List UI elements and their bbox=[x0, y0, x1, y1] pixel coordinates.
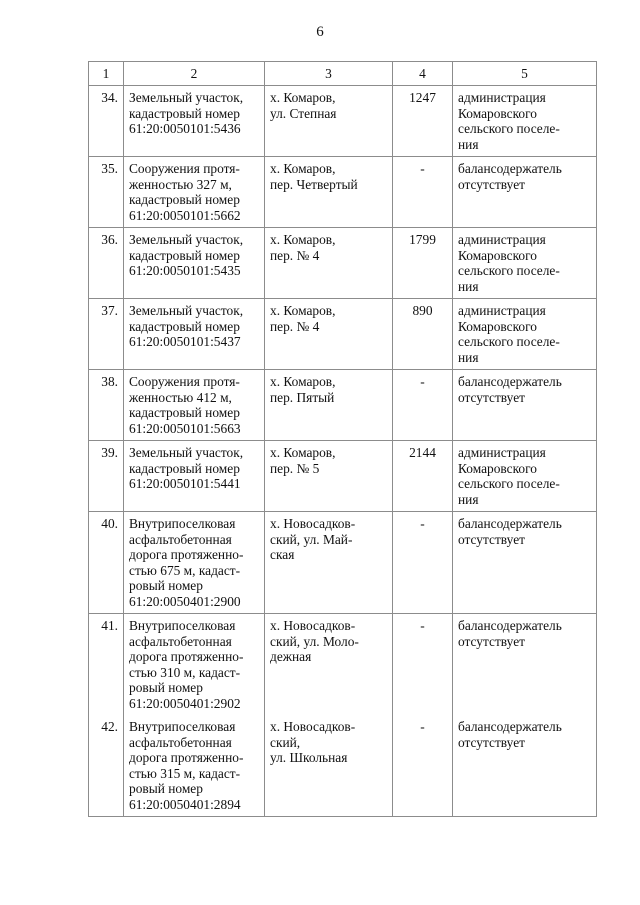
object-address-line: дежная bbox=[270, 649, 312, 664]
object-area: - bbox=[393, 370, 453, 441]
object-address-line: пер. № 4 bbox=[270, 247, 320, 263]
object-address bbox=[265, 441, 393, 512]
balance-holder-line: ния bbox=[458, 136, 479, 152]
object-name-line: 61:20:0050101:5441 bbox=[129, 476, 241, 491]
balance-holder-line: отсутствует bbox=[458, 734, 525, 750]
balance-holder-line: отсутствует bbox=[458, 389, 525, 405]
object-name-line: дорога протяженно- bbox=[129, 547, 244, 562]
object-area: - bbox=[393, 715, 453, 817]
object-name bbox=[124, 86, 265, 157]
object-area: - bbox=[393, 157, 453, 228]
object-name-line: Сооружения протя- bbox=[129, 374, 240, 389]
balance-holder bbox=[453, 614, 597, 716]
object-address-line: ская bbox=[270, 547, 295, 562]
row-number: 36. bbox=[89, 228, 124, 299]
object-name-line: женностью 327 м, bbox=[129, 176, 232, 192]
object-address-line: ский, bbox=[270, 734, 301, 750]
object-name-line: женностью 412 м, bbox=[129, 389, 232, 405]
object-name-line: асфальтобетонная bbox=[129, 531, 232, 547]
balance-holder-line: балансодержатель bbox=[458, 719, 562, 734]
object-name-line: асфальтобетонная bbox=[129, 633, 232, 649]
row-number: 38. bbox=[89, 370, 124, 441]
object-name bbox=[124, 370, 265, 441]
object-address-line: х. Новосадков- bbox=[270, 719, 356, 734]
balance-holder-line: администрация bbox=[458, 445, 546, 460]
balance-holder-line: ния bbox=[458, 278, 479, 294]
object-name-line: Земельный участок, bbox=[129, 445, 244, 460]
object-name-line: Внутрипоселковая bbox=[129, 618, 236, 633]
object-name-line: 61:20:0050101:5663 bbox=[129, 420, 241, 436]
balance-holder-line: Комаровского bbox=[458, 105, 537, 121]
object-address-line: ул. Школьная bbox=[270, 750, 348, 765]
object-name-line: кадастровый номер bbox=[129, 460, 240, 476]
object-address-line: ский, ул. Моло- bbox=[270, 633, 359, 649]
row-number: 37. bbox=[89, 299, 124, 370]
object-area: - bbox=[393, 614, 453, 716]
object-address bbox=[265, 715, 393, 817]
object-name bbox=[124, 228, 265, 299]
object-name-line: 61:20:0050101:5436 bbox=[129, 121, 241, 136]
table-row bbox=[89, 228, 597, 299]
object-area: 1247 bbox=[393, 86, 453, 157]
object-address-line: х. Комаров, bbox=[270, 303, 336, 318]
object-area: 1799 bbox=[393, 228, 453, 299]
column-header-4: 4 bbox=[393, 62, 453, 86]
table-row bbox=[89, 614, 597, 716]
object-address-line: пер. № 5 bbox=[270, 460, 320, 476]
object-name-line: ровый номер bbox=[129, 578, 203, 593]
table-header bbox=[89, 62, 597, 86]
object-name-line: кадастровый номер bbox=[129, 247, 240, 263]
object-address-line: х. Комаров, bbox=[270, 161, 336, 176]
object-name-line: 61:20:0050101:5662 bbox=[129, 207, 241, 223]
object-address-line: х. Комаров, bbox=[270, 374, 336, 389]
table-row bbox=[89, 715, 597, 817]
balance-holder-line: ния bbox=[458, 349, 479, 365]
object-address bbox=[265, 370, 393, 441]
table-row bbox=[89, 86, 597, 157]
balance-holder-line: Комаровского bbox=[458, 318, 537, 334]
balance-holder-line: балансодержатель bbox=[458, 374, 562, 389]
object-address bbox=[265, 86, 393, 157]
object-address-line: х. Комаров, bbox=[270, 445, 336, 460]
object-name bbox=[124, 512, 265, 614]
balance-holder-line: Комаровского bbox=[458, 460, 537, 476]
balance-holder bbox=[453, 715, 597, 817]
object-name-line: Внутрипоселковая bbox=[129, 516, 236, 531]
row-number: 39. bbox=[89, 441, 124, 512]
object-address-line: х. Новосадков- bbox=[270, 516, 356, 531]
table-row bbox=[89, 370, 597, 441]
object-address-line: х. Комаров, bbox=[270, 90, 336, 105]
object-name-line: стью 315 м, кадаст- bbox=[129, 765, 241, 781]
object-address bbox=[265, 614, 393, 716]
object-name-line: Земельный участок, bbox=[129, 303, 244, 318]
table-body bbox=[89, 86, 597, 817]
object-name-line: асфальтобетонная bbox=[129, 734, 232, 750]
balance-holder bbox=[453, 299, 597, 370]
object-name-line: Внутрипоселковая bbox=[129, 719, 236, 734]
object-name-line: кадастровый номер bbox=[129, 318, 240, 334]
column-header-2: 2 bbox=[124, 62, 265, 86]
balance-holder-line: сельского поселе- bbox=[458, 121, 560, 136]
object-name bbox=[124, 614, 265, 716]
object-name-line: ровый номер bbox=[129, 781, 203, 796]
balance-holder-line: балансодержатель bbox=[458, 618, 562, 633]
object-name-line: 61:20:0050401:2902 bbox=[129, 695, 241, 711]
header-row bbox=[89, 62, 597, 86]
balance-holder bbox=[453, 441, 597, 512]
balance-holder-line: ния bbox=[458, 491, 479, 507]
object-address-line: пер. Четвертый bbox=[270, 176, 358, 192]
object-name-line: 61:20:0050401:2900 bbox=[129, 593, 241, 609]
balance-holder bbox=[453, 228, 597, 299]
balance-holder-line: администрация bbox=[458, 303, 546, 318]
object-name-line: Земельный участок, bbox=[129, 232, 244, 247]
object-address bbox=[265, 512, 393, 614]
table-row bbox=[89, 512, 597, 614]
row-number: 34. bbox=[89, 86, 124, 157]
object-address-line: пер. № 4 bbox=[270, 318, 320, 334]
balance-holder-line: сельского поселе- bbox=[458, 476, 560, 491]
balance-holder-line: балансодержатель bbox=[458, 161, 562, 176]
object-address bbox=[265, 299, 393, 370]
balance-holder-line: отсутствует bbox=[458, 176, 525, 192]
object-name-line: кадастровый номер bbox=[129, 405, 240, 420]
object-name-line: 61:20:0050401:2894 bbox=[129, 796, 241, 812]
balance-holder bbox=[453, 86, 597, 157]
object-name-line: кадастровый номер bbox=[129, 192, 240, 207]
row-number: 42. bbox=[89, 715, 124, 817]
row-number: 41. bbox=[89, 614, 124, 716]
column-header-5: 5 bbox=[453, 62, 597, 86]
column-header-1: 1 bbox=[89, 62, 124, 86]
object-area: 890 bbox=[393, 299, 453, 370]
balance-holder-line: сельского поселе- bbox=[458, 334, 560, 349]
object-address bbox=[265, 157, 393, 228]
balance-holder-line: администрация bbox=[458, 90, 546, 105]
object-name-line: 61:20:0050101:5437 bbox=[129, 334, 241, 349]
balance-holder-line: администрация bbox=[458, 232, 546, 247]
object-name-line: дорога протяженно- bbox=[129, 649, 244, 664]
object-name-line: 61:20:0050101:5435 bbox=[129, 263, 241, 278]
object-address-line: х. Комаров, bbox=[270, 232, 336, 247]
object-address-line: х. Новосадков- bbox=[270, 618, 356, 633]
object-address-line: ул. Степная bbox=[270, 105, 337, 121]
property-registry-table bbox=[88, 61, 597, 817]
balance-holder bbox=[453, 512, 597, 614]
balance-holder-line: Комаровского bbox=[458, 247, 537, 263]
table-row bbox=[89, 157, 597, 228]
table-row bbox=[89, 299, 597, 370]
object-name-line: кадастровый номер bbox=[129, 105, 240, 121]
object-address-line: пер. Пятый bbox=[270, 389, 335, 405]
object-name bbox=[124, 715, 265, 817]
object-name bbox=[124, 299, 265, 370]
object-name-line: дорога протяженно- bbox=[129, 750, 244, 765]
object-name-line: Сооружения протя- bbox=[129, 161, 240, 176]
object-area: - bbox=[393, 512, 453, 614]
object-address bbox=[265, 228, 393, 299]
balance-holder-line: сельского поселе- bbox=[458, 263, 560, 278]
row-number: 40. bbox=[89, 512, 124, 614]
balance-holder-line: отсутствует bbox=[458, 633, 525, 649]
object-name-line: ровый номер bbox=[129, 680, 203, 695]
row-number: 35. bbox=[89, 157, 124, 228]
column-header-3: 3 bbox=[265, 62, 393, 86]
balance-holder bbox=[453, 370, 597, 441]
object-name-line: Земельный участок, bbox=[129, 90, 244, 105]
object-name-line: стью 675 м, кадаст- bbox=[129, 562, 241, 578]
object-area: 2144 bbox=[393, 441, 453, 512]
balance-holder-line: отсутствует bbox=[458, 531, 525, 547]
object-address-line: ский, ул. Май- bbox=[270, 531, 353, 547]
page-number: 6 bbox=[316, 24, 324, 40]
balance-holder bbox=[453, 157, 597, 228]
object-name bbox=[124, 441, 265, 512]
object-name bbox=[124, 157, 265, 228]
balance-holder-line: балансодержатель bbox=[458, 516, 562, 531]
table-row bbox=[89, 441, 597, 512]
object-name-line: стью 310 м, кадаст- bbox=[129, 664, 241, 680]
